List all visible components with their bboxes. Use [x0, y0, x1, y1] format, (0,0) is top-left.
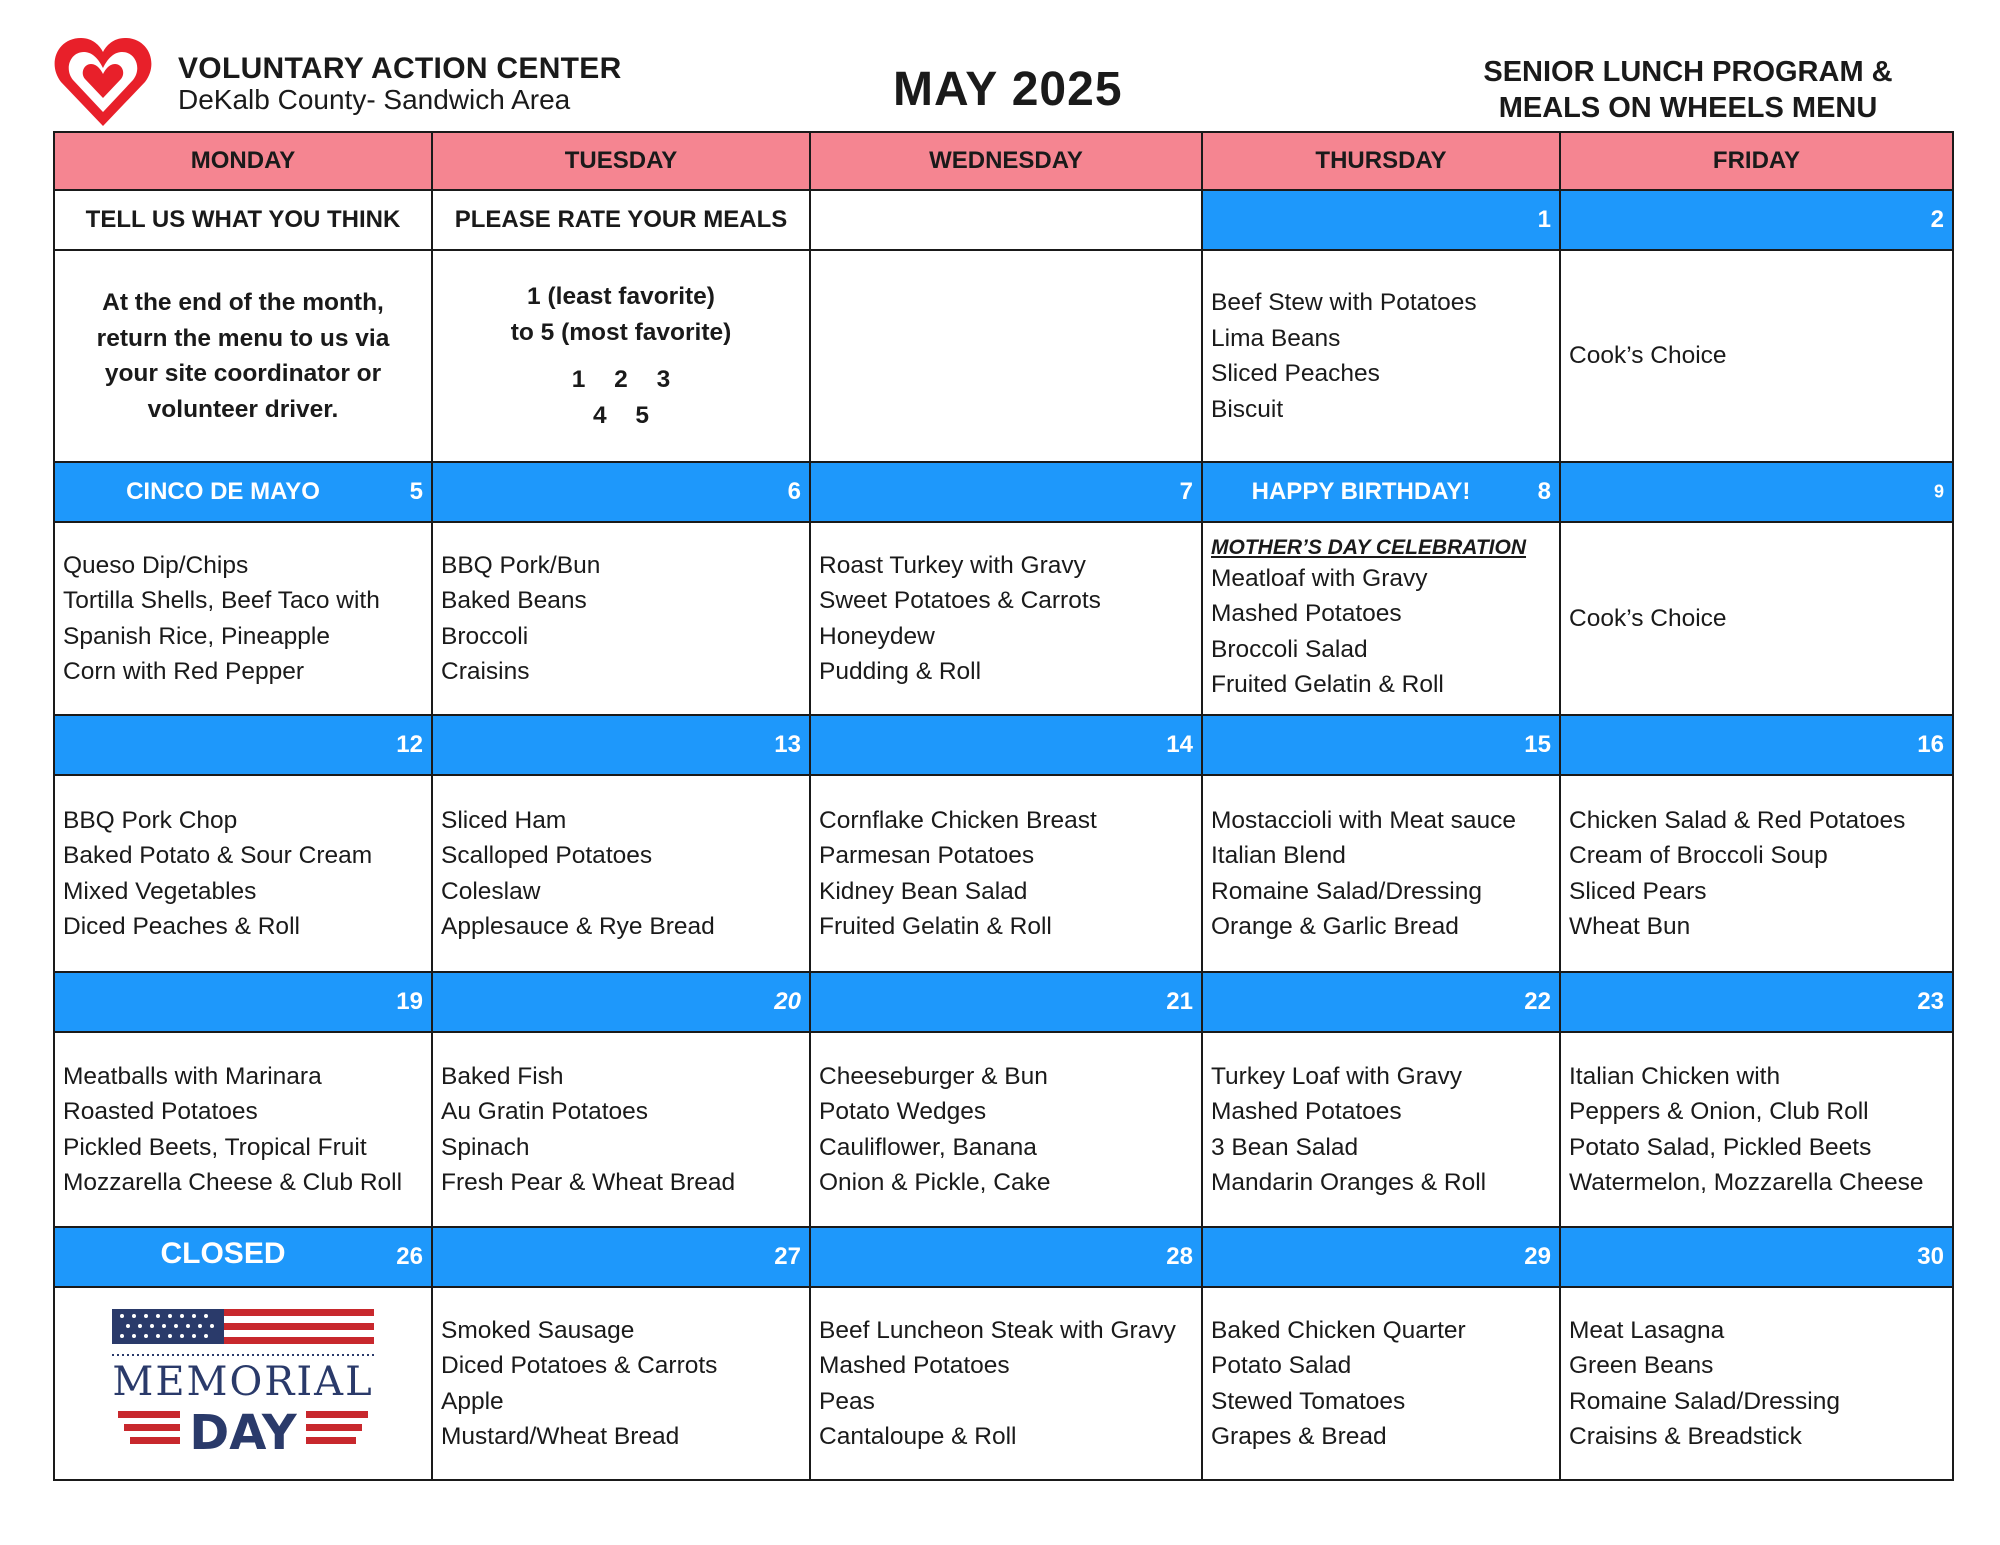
page-title: MAY 2025 [893, 63, 1123, 116]
menu-item: Broccoli Salad [1211, 635, 1368, 663]
date-cell [810, 972, 1202, 1032]
menu-item: Italian Blend [1211, 842, 1346, 869]
menu-item: Mustard/Wheat Bread [441, 1423, 680, 1450]
date-number: 23 [1917, 988, 1944, 1015]
feedback-instructions [54, 250, 432, 462]
feedback-line: your site coordinator or [104, 360, 382, 387]
menu-cell [810, 775, 1202, 972]
menu-item: Spanish Rice, Pineapple [63, 622, 330, 650]
menu-item: Cornflake Chicken Breast [819, 806, 1097, 834]
menu-item: Pickled Beets, Tropical Fruit [63, 1133, 367, 1161]
menu-cell [1202, 522, 1560, 715]
closed-tag: CLOSED [160, 1236, 286, 1270]
menu-item: Turkey Loaf with Gravy [1211, 1062, 1462, 1090]
weekday-thursday: THURSDAY [1202, 132, 1560, 190]
menu-item: Baked Chicken Quarter [1211, 1316, 1466, 1344]
menu-item: Peppers & Onion, Club Roll [1569, 1098, 1869, 1125]
empty-menu-cell [810, 250, 1202, 462]
date-cell [1560, 462, 1953, 522]
menu-item: Romaine Salad/Dressing [1569, 1387, 1840, 1415]
event-tag: HAPPY BIRTHDAY! [1251, 478, 1471, 505]
menu-cell [1202, 775, 1560, 972]
menu-row-week-1 [54, 250, 1953, 462]
menu-item: Potato Wedges [819, 1098, 987, 1125]
date-cell [54, 1227, 432, 1287]
menu-cell [1202, 1032, 1560, 1227]
menu-item: 3 Bean Salad [1211, 1133, 1359, 1161]
date-number: 26 [396, 1243, 423, 1270]
menu-item: Smoked Sausage [441, 1316, 635, 1344]
menu-item: Cream of Broccoli Soup [1569, 842, 1828, 869]
weekday-tuesday: TUESDAY [432, 132, 810, 190]
menu-item: Meatballs with Marinara [63, 1062, 322, 1090]
org-subtitle: DeKalb County- Sandwich Area [178, 84, 571, 115]
date-number: 8 [1537, 478, 1551, 505]
menu-item: Pudding & Roll [819, 658, 982, 685]
date-cell [432, 462, 810, 522]
menu-item: Mixed Vegetables [63, 877, 257, 905]
menu-item: Baked Potato & Sour Cream [63, 842, 373, 869]
memorial-word: MEMORIAL [112, 1358, 374, 1405]
menu-item: Au Gratin Potatoes [441, 1098, 649, 1125]
menu-row-week-3 [54, 775, 1953, 972]
date-cell [1202, 972, 1560, 1032]
menu-item: Cauliflower, Banana [819, 1133, 1037, 1161]
feedback-line: volunteer driver. [147, 395, 339, 423]
menu-row-week-5 [54, 1287, 1953, 1480]
feedback-line: return the menu to us via [96, 324, 390, 352]
menu-item: Fresh Pear & Wheat Bread [441, 1169, 736, 1196]
program-line-1: SENIOR LUNCH PROGRAM & [1483, 56, 1893, 88]
menu-item: Diced Peaches & Roll [63, 913, 300, 940]
menu-item: Chicken Salad & Red Potatoes [1569, 806, 1906, 834]
menu-item: Romaine Salad/Dressing [1211, 877, 1482, 905]
menu-item: Cook’s Choice [1569, 604, 1727, 632]
date-strip-week-4 [54, 972, 1953, 1032]
memorial-day-flag-icon [112, 1309, 374, 1459]
menu-cell [1560, 1032, 1953, 1227]
date-number: 30 [1917, 1243, 1944, 1270]
date-cell [1202, 190, 1560, 250]
menu-cell [810, 522, 1202, 715]
menu-cell [1560, 775, 1953, 972]
date-number: 1 [1537, 206, 1551, 233]
menu-item: Orange & Garlic Bread [1211, 913, 1459, 940]
menu-cell [54, 522, 432, 715]
menu-item: Sliced Pears [1569, 877, 1707, 905]
menu-item: Sweet Potatoes & Carrots [819, 587, 1101, 614]
date-number: 2 [1930, 206, 1944, 233]
date-cell [810, 715, 1202, 775]
menu-item: Roasted Potatoes [63, 1098, 258, 1125]
rating-instructions [432, 250, 810, 462]
menu-item: Broccoli [441, 622, 529, 650]
menu-cell [432, 775, 810, 972]
menu-item: Beef Stew with Potatoes [1211, 289, 1477, 316]
menu-calendar [53, 131, 1954, 1481]
menu-item: Italian Chicken with [1569, 1062, 1781, 1090]
date-number: 12 [396, 731, 423, 758]
menu-cell [810, 1032, 1202, 1227]
menu-item: Meatloaf with Gravy [1211, 564, 1428, 592]
menu-cell [54, 1032, 432, 1227]
menu-item: Cheeseburger & Bun [819, 1062, 1048, 1090]
menu-item: Watermelon, Mozzarella Cheese [1569, 1169, 1924, 1196]
date-number: 19 [396, 988, 423, 1015]
menu-item: Mashed Potatoes [1211, 600, 1402, 627]
date-cell [1202, 715, 1560, 775]
menu-item: Scalloped Potatoes [441, 842, 653, 869]
date-number: 7 [1179, 478, 1193, 505]
menu-item: Queso Dip/Chips [63, 551, 249, 579]
date-cell [54, 715, 432, 775]
feedback-title: TELL US WHAT YOU THINK [54, 190, 432, 250]
menu-item: Grapes & Bread [1211, 1423, 1387, 1450]
menu-cell [1202, 1287, 1560, 1480]
menu-item: Mashed Potatoes [819, 1352, 1010, 1379]
special-event-title: MOTHER’S DAY CELEBRATION [1211, 535, 1527, 559]
menu-cell [810, 1287, 1202, 1480]
menu-cell [432, 1032, 810, 1227]
menu-cell [1560, 1287, 1953, 1480]
menu-item: Sliced Ham [441, 806, 567, 834]
org-name: VOLUNTARY ACTION CENTER [178, 52, 622, 85]
date-number: 20 [774, 988, 801, 1015]
menu-item: Mozzarella Cheese & Club Roll [63, 1169, 403, 1196]
weekday-monday: MONDAY [54, 132, 432, 190]
date-number: 14 [1166, 731, 1193, 758]
menu-item: Meat Lasagna [1569, 1316, 1725, 1344]
menu-item: Onion & Pickle, Cake [819, 1169, 1051, 1196]
menu-item: Sliced Peaches [1211, 360, 1380, 387]
rating-line: 1 (least favorite) [527, 283, 715, 310]
rating-line: to 5 (most favorite) [510, 318, 732, 346]
weekday-header-row [54, 132, 1953, 190]
menu-item: Mandarin Oranges & Roll [1211, 1169, 1487, 1196]
date-number: 22 [1524, 988, 1551, 1015]
menu-item: Wheat Bun [1569, 913, 1691, 940]
date-strip-week-1 [54, 190, 1953, 250]
date-cell [432, 972, 810, 1032]
date-cell [432, 1227, 810, 1287]
date-strip-week-3 [54, 715, 1953, 775]
menu-item: Corn with Red Pepper [63, 658, 305, 685]
date-cell [54, 972, 432, 1032]
menu-cell [432, 522, 810, 715]
date-number: 21 [1166, 988, 1193, 1015]
date-number: 15 [1524, 731, 1551, 758]
date-number: 9 [1933, 481, 1944, 502]
page-header [0, 0, 2000, 132]
date-number: 5 [409, 478, 423, 505]
program-line-2: MEALS ON WHEELS MENU [1498, 92, 1878, 124]
menu-item: Mostaccioli with Meat sauce [1211, 806, 1517, 834]
menu-item: Potato Salad, Pickled Beets [1569, 1133, 1872, 1161]
holiday-tag: CINCO DE MAYO [126, 478, 320, 505]
date-number: 6 [787, 478, 801, 505]
menu-cell [1202, 250, 1560, 462]
date-number: 13 [774, 731, 801, 758]
menu-item: Fruited Gelatin & Roll [1211, 671, 1444, 698]
menu-item: Lima Beans [1211, 324, 1341, 352]
menu-item: Craisins & Breadstick [1569, 1423, 1802, 1450]
menu-item: Spinach [441, 1133, 530, 1161]
date-number: 28 [1166, 1243, 1193, 1270]
menu-item: Baked Beans [441, 587, 587, 614]
menu-cell [1560, 522, 1953, 715]
menu-item: Beef Luncheon Steak with Gravy [819, 1316, 1176, 1344]
menu-item: Cook’s Choice [1569, 342, 1727, 370]
menu-item: Applesauce & Rye Bread [441, 913, 715, 940]
menu-item: Tortilla Shells, Beef Taco with [63, 587, 380, 614]
menu-item: Apple [441, 1387, 504, 1415]
menu-item: Potato Salad [1211, 1352, 1352, 1379]
empty-date-cell [810, 190, 1202, 250]
weekday-wednesday: WEDNESDAY [810, 132, 1202, 190]
menu-item: Craisins [441, 658, 530, 685]
menu-item: Parmesan Potatoes [819, 842, 1035, 869]
date-strip-week-5 [54, 1227, 1953, 1287]
menu-item: Coleslaw [441, 877, 541, 905]
date-cell [1560, 715, 1953, 775]
date-number: 16 [1917, 731, 1944, 758]
date-cell [1560, 190, 1953, 250]
date-cell [1560, 972, 1953, 1032]
menu-cell [432, 1287, 810, 1480]
menu-item: Baked Fish [441, 1062, 564, 1090]
weekday-friday: FRIDAY [1560, 132, 1953, 190]
date-cell [432, 715, 810, 775]
menu-item: Diced Potatoes & Carrots [441, 1352, 718, 1379]
date-cell [810, 462, 1202, 522]
date-strip-week-2 [54, 462, 1953, 522]
menu-item: Peas [819, 1387, 875, 1415]
date-cell [810, 1227, 1202, 1287]
menu-item: Green Beans [1569, 1352, 1714, 1379]
menu-row-week-4 [54, 1032, 1953, 1227]
menu-item: Honeydew [819, 622, 935, 650]
menu-item: Mashed Potatoes [1211, 1098, 1402, 1125]
heart-logo-icon [52, 34, 154, 130]
menu-cell [1560, 250, 1953, 462]
program-title [1428, 54, 1948, 126]
day-word: DAY [189, 1404, 297, 1459]
menu-item: BBQ Pork Chop [63, 806, 238, 834]
menu-item: Kidney Bean Salad [819, 877, 1028, 905]
memorial-day-cell [54, 1287, 432, 1480]
rating-scale-row-1[interactable]: 1 2 3 [571, 366, 671, 393]
date-number: 27 [774, 1243, 801, 1270]
menu-item: BBQ Pork/Bun [441, 551, 601, 579]
menu-item: Biscuit [1211, 395, 1284, 423]
menu-item: Cantaloupe & Roll [819, 1423, 1017, 1450]
menu-item: Stewed Tomatoes [1211, 1387, 1406, 1415]
date-cell [1560, 1227, 1953, 1287]
feedback-line: At the end of the month, [102, 289, 384, 316]
date-number: 29 [1524, 1243, 1551, 1270]
menu-row-week-2 [54, 522, 1953, 715]
date-cell [54, 462, 432, 522]
menu-cell [54, 775, 432, 972]
rating-title: PLEASE RATE YOUR MEALS [432, 190, 810, 250]
rating-scale-row-2[interactable]: 4 5 [592, 401, 650, 429]
date-cell [1202, 1227, 1560, 1287]
date-cell [1202, 462, 1560, 522]
menu-item: Roast Turkey with Gravy [819, 551, 1086, 579]
menu-item: Fruited Gelatin & Roll [819, 913, 1052, 940]
